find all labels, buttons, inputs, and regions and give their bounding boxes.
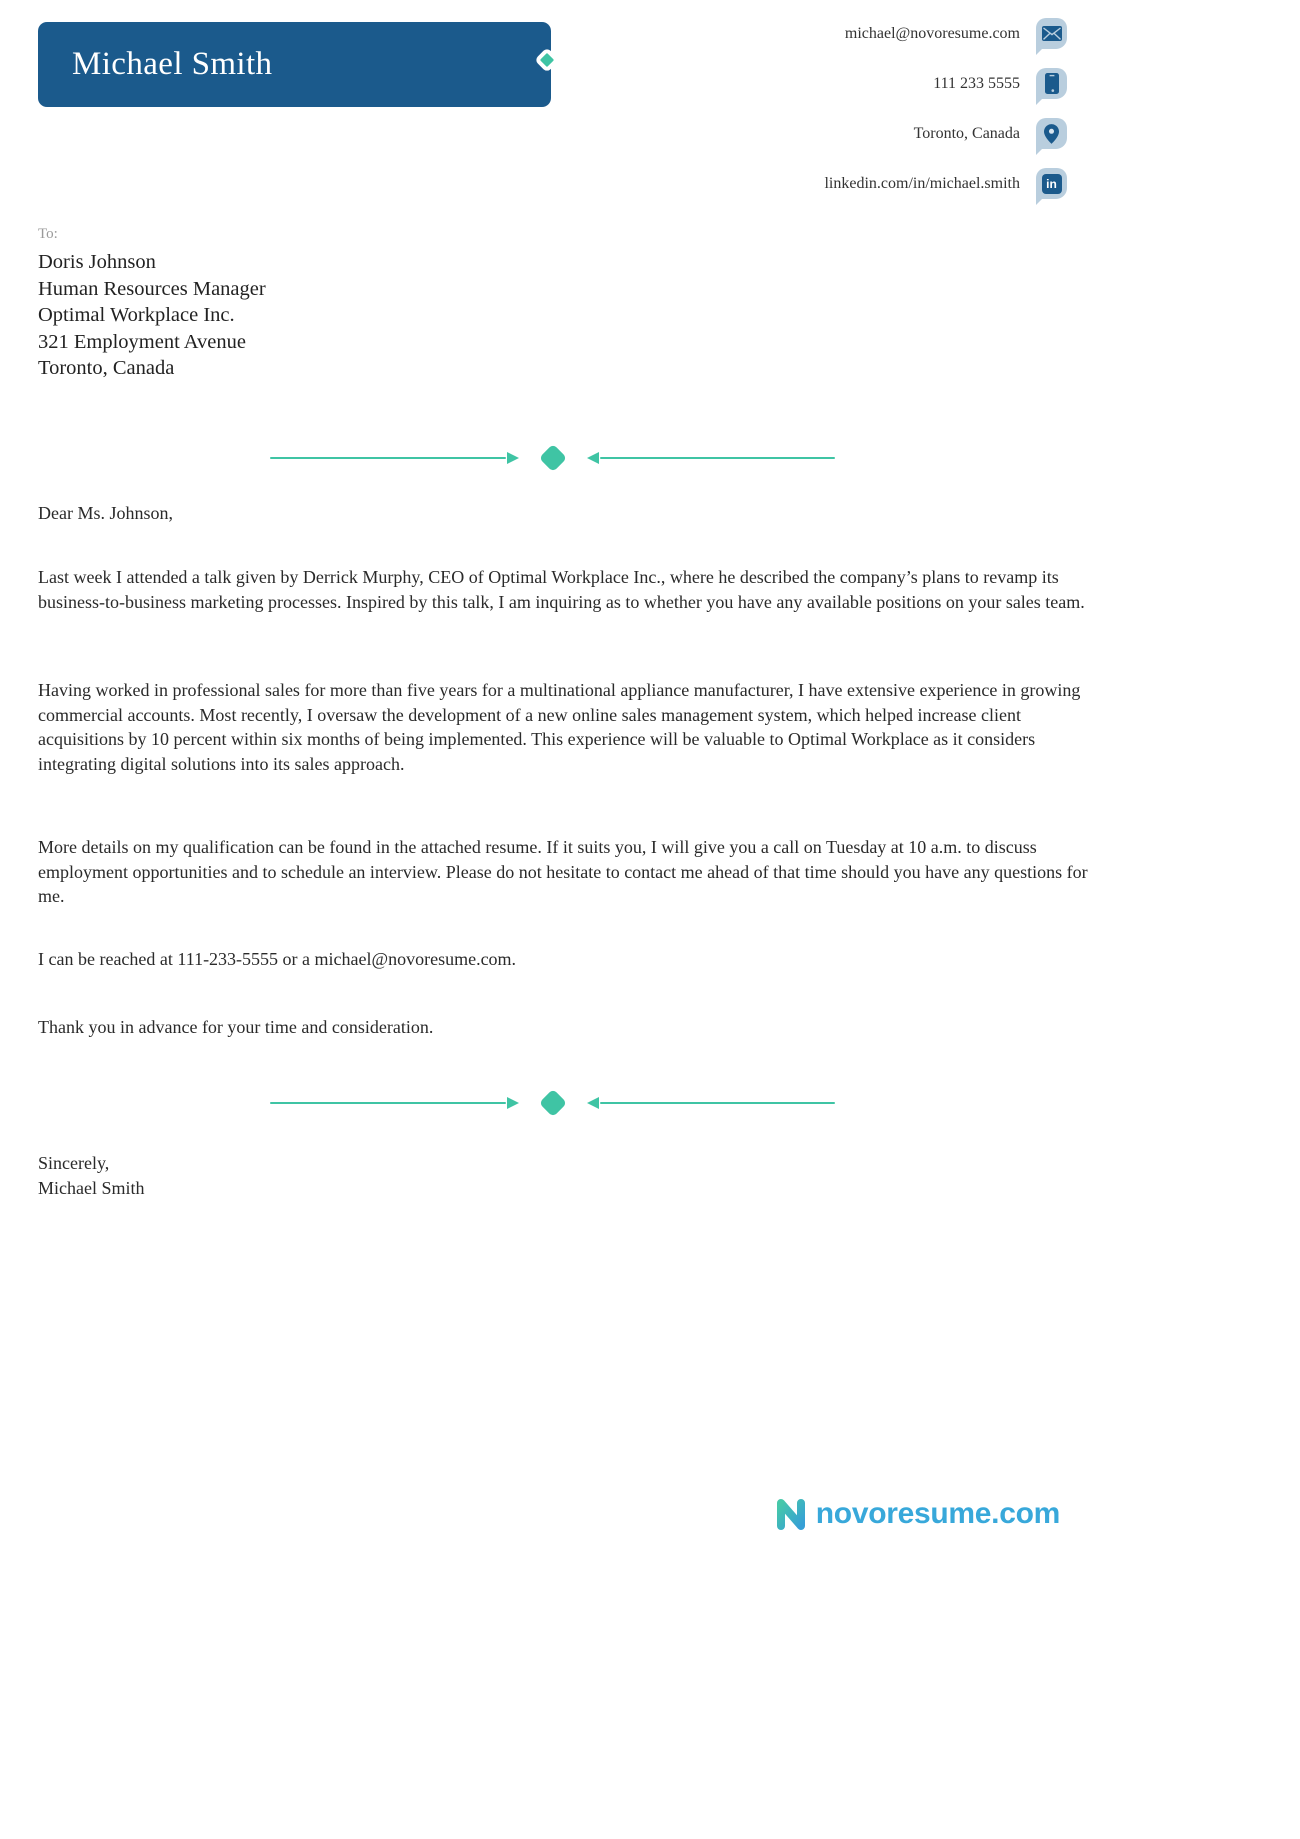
contact-block [824, 18, 1067, 199]
divider-line [270, 457, 506, 460]
phone-value: 111 233 5555 [933, 74, 1020, 92]
arrow-right-icon [507, 452, 519, 464]
diamond-icon [538, 1089, 566, 1117]
section-divider-top [270, 444, 835, 472]
diamond-icon [538, 444, 566, 472]
signature-block [38, 1151, 1088, 1200]
letter-paragraph: Last week I attended a talk given by Derrick Murphy, CEO of Optimal Workplace Inc., where he described the company’s plans to revamp its business-to-business marketing processes. Inspired by this talk, I am inquiring as to whether you have any available positions on your sales team. [38, 567, 1085, 612]
divider-line [600, 1102, 836, 1105]
header-name-band [38, 22, 551, 107]
closing: Sincerely, [38, 1153, 110, 1173]
linkedin-icon: in [1036, 168, 1067, 199]
arrow-left-icon [587, 1097, 599, 1109]
location-value: Toronto, Canada [913, 124, 1020, 142]
contact-row-location [824, 118, 1067, 149]
arrow-right-icon [507, 1097, 519, 1109]
phone-icon [1036, 68, 1067, 99]
recipient-title: Human Resources Manager [38, 277, 266, 300]
arrow-left-icon [587, 452, 599, 464]
thanks-line: Thank you in advance for your time and consideration. [38, 1017, 434, 1037]
page-title: Michael Smith [72, 46, 273, 82]
divider-line [270, 1102, 506, 1105]
contact-row-email[interactable] [824, 18, 1067, 49]
recipient-block [38, 226, 266, 382]
recipient-street: 321 Employment Avenue [38, 330, 247, 353]
linkedin-value[interactable]: linkedin.com/in/michael.smith [824, 174, 1020, 192]
section-divider-bottom [270, 1089, 835, 1117]
contact-row-linkedin[interactable] [824, 168, 1067, 199]
novoresume-n-icon [774, 1496, 808, 1532]
recipient-city: Toronto, Canada [38, 357, 175, 379]
brand-wordmark[interactable]: novoresume.com [815, 1497, 1060, 1530]
divider-line [600, 457, 836, 460]
signature-name: Michael Smith [38, 1177, 145, 1198]
letter-paragraph: More details on my qualification can be found in the attached resume. If it suits you, I will give you a call on Tuesday at 10 a.m. to discuss employment opportunities and to schedule an interview. Please do not hesitate to contact me ahead of that time should you have any questions for me. [38, 837, 1088, 906]
recipient-company: Optimal Workplace Inc. [38, 304, 235, 326]
recipient-prefix: To: [38, 226, 58, 242]
email-value[interactable]: michael@novoresume.com [844, 24, 1020, 42]
recipient-name: Doris Johnson [38, 251, 156, 273]
contact-row-phone [824, 68, 1067, 99]
mail-icon [1036, 18, 1067, 49]
reach-line: I can be reached at 111-233-5555 or a michael@novoresume.com. [38, 949, 517, 969]
letter-paragraph: Having worked in professional sales for more than five years for a multinational appliance manufacturer, I have extensive experience in growing commercial accounts. Most recently, I oversaw the development of a new online sales management system, which helped increase client acquisitions by 10 percent within six months of being implemented. This experience will be valuable to Optimal Workplace as it considers integrating digital solutions into its sales approach. [38, 680, 1081, 774]
location-pin-icon [1036, 118, 1067, 149]
salutation: Dear Ms. Johnson, [38, 503, 173, 523]
novoresume-logo[interactable] [774, 1496, 1060, 1532]
